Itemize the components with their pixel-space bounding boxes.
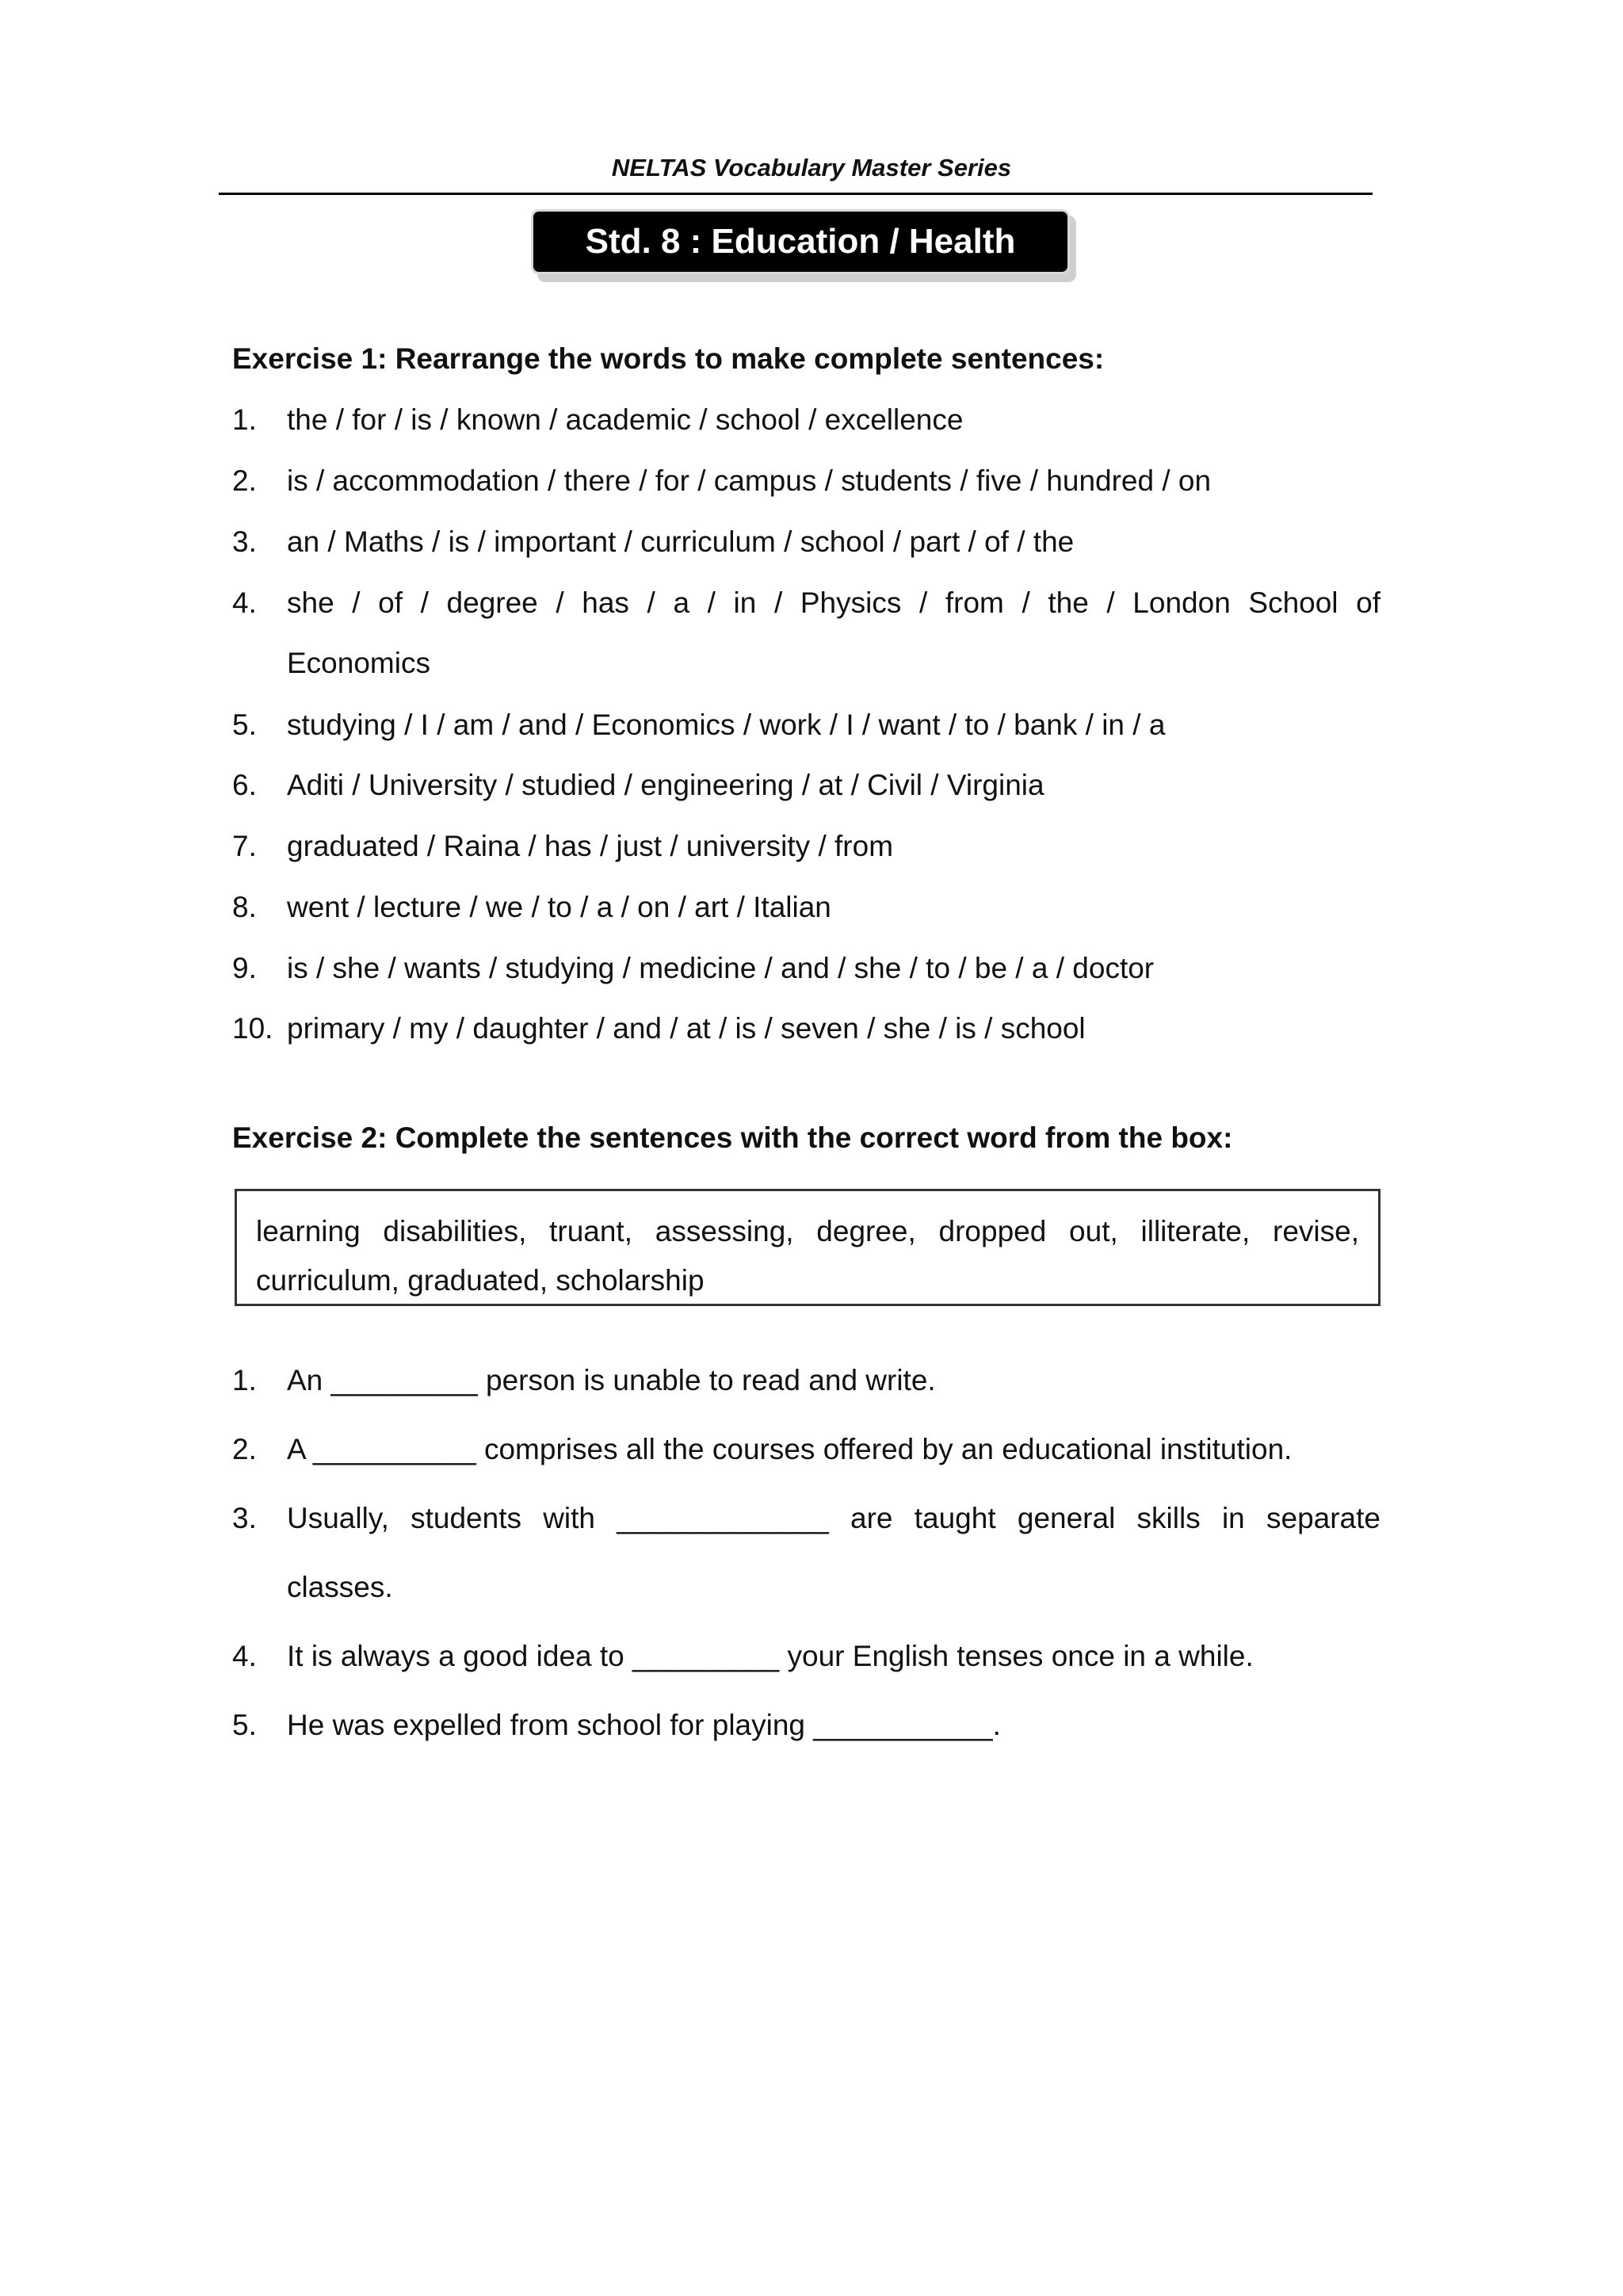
item-text: primary / my / daughter / and / at / is / seven / she / is / school xyxy=(287,1012,1086,1045)
word-box xyxy=(235,1189,1381,1306)
item-number: 2. xyxy=(232,1433,257,1465)
item-number: 5. xyxy=(232,1709,257,1741)
title-badge xyxy=(531,209,1078,281)
item-text: Usually, students with _____________ are taught general skills in separate xyxy=(287,1502,1381,1534)
item-number: 5. xyxy=(232,709,257,741)
item-text: is / she / wants / studying / medicine / and / she / to / be / a / doctor xyxy=(287,952,1155,984)
item-number: 3. xyxy=(232,525,257,558)
item-text: she / of / degree / has / a / in / Physics / from / the / London School of xyxy=(287,586,1381,619)
item-text: an / Maths / is / important / curriculum / school / part / of / the xyxy=(287,525,1075,558)
exercise-1-heading: Exercise 1: Rearrange the words to make complete sentences: xyxy=(232,342,1105,375)
item-number: 4. xyxy=(232,586,257,619)
item-number: 1. xyxy=(232,403,257,436)
item-text: Aditi / University / studied / engineering / at / Civil / Virginia xyxy=(287,769,1044,801)
series-header: NELTAS Vocabulary Master Series xyxy=(611,154,1012,181)
item-number: 4. xyxy=(232,1640,257,1672)
item-number: 2. xyxy=(232,464,257,497)
item-text: graduated / Raina / has / just / university / from xyxy=(287,830,894,862)
item-text: is / accommodation / there / for / campus / students / five / hundred / on xyxy=(287,464,1212,497)
exercise-2-heading: Exercise 2: Complete the sentences with the correct word from the box: xyxy=(232,1121,1233,1154)
item-text: studying / I / am / and / Economics / work / I / want / to / bank / in / a xyxy=(287,709,1166,741)
item-number: 1. xyxy=(232,1364,257,1396)
item-text: went / lecture / we / to / a / on / art / Italian xyxy=(287,891,831,923)
page-title: Std. 8 : Education / Health xyxy=(531,209,1070,274)
item-continuation: classes. xyxy=(287,1571,393,1603)
item-text: He was expelled from school for playing ___________. xyxy=(287,1709,1001,1741)
item-number: 6. xyxy=(232,769,257,801)
item-text: It is always a good idea to _________ your English tenses once in a while. xyxy=(287,1640,1254,1672)
word-box-line: curriculum, graduated, scholarship xyxy=(256,1264,705,1297)
word-box-line: learning disabilities, truant, assessing, degree, dropped out, illiterate, revise, xyxy=(256,1215,1359,1247)
item-text: A __________ comprises all the courses offered by an educational institution. xyxy=(287,1433,1293,1465)
item-text: the / for / is / known / academic / school / excellence xyxy=(287,403,964,436)
header-divider xyxy=(219,193,1373,195)
item-number: 7. xyxy=(232,830,257,862)
item-continuation: Economics xyxy=(287,647,430,679)
item-number: 9. xyxy=(232,952,257,984)
item-text: An _________ person is unable to read and write. xyxy=(287,1364,936,1396)
item-number: 3. xyxy=(232,1502,257,1534)
item-number: 8. xyxy=(232,891,257,923)
item-number: 10. xyxy=(232,1012,273,1045)
